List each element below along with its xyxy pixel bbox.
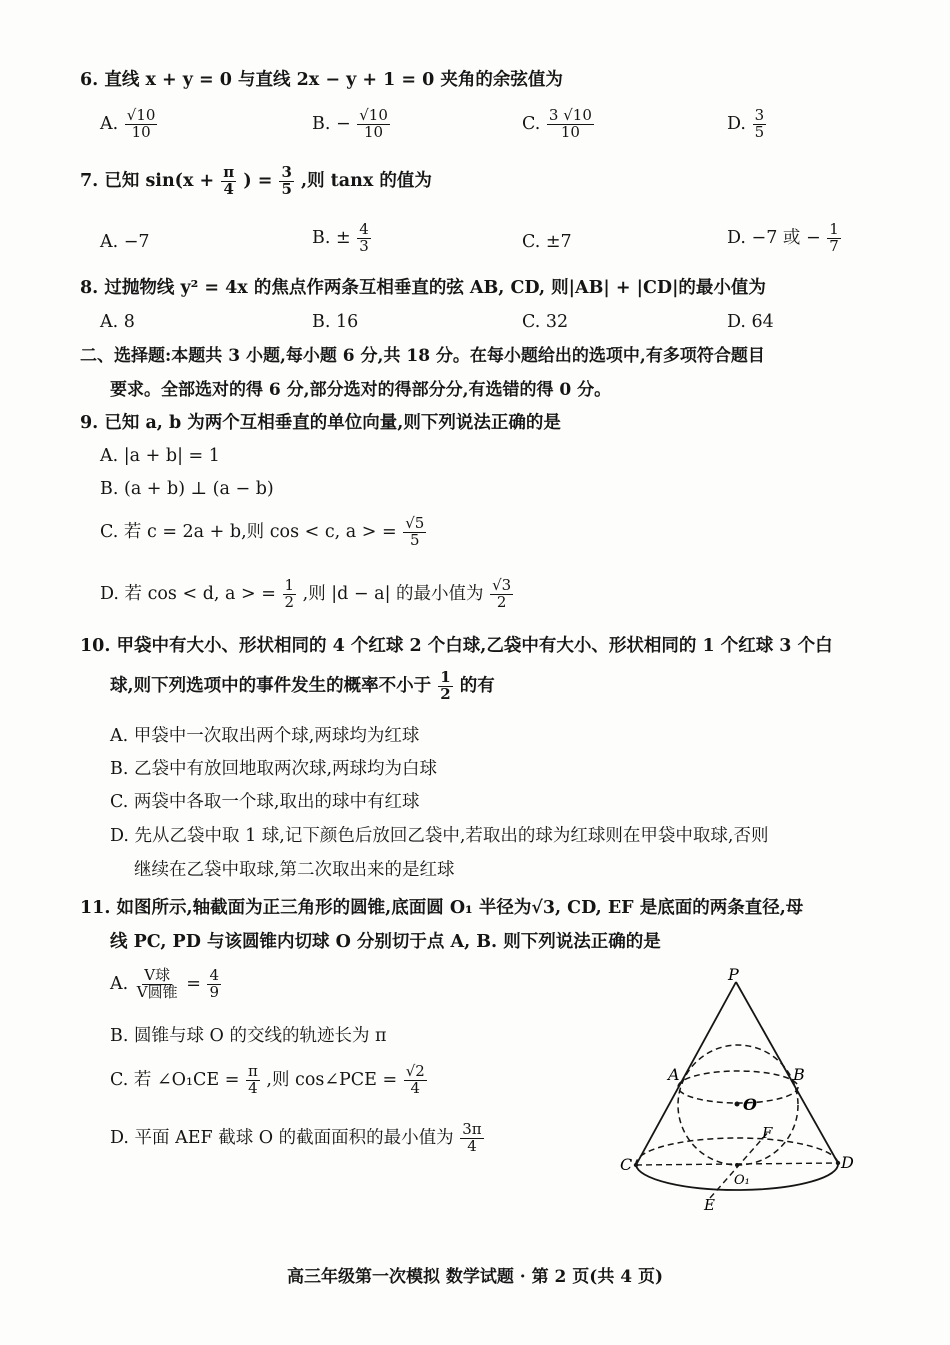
label-e: E xyxy=(704,1196,715,1214)
section2-instructions: 要求。全部选对的得 6 分,部分选对的得部分分,有选错的得 0 分。 xyxy=(110,380,612,400)
q10-option-d-line1: D. 先从乙袋中取 1 球,记下颜色后放回乙袋中,若取出的球为红球则在甲袋中取球,否则 xyxy=(110,826,769,846)
label-c: C xyxy=(620,1155,633,1174)
cone-sphere-figure xyxy=(610,960,870,1220)
q7-option-d: D. −7 或 − $\frac{1}{7}$ xyxy=(727,220,839,255)
q8-option-b: B. 16 xyxy=(312,312,359,332)
base-ellipse-back xyxy=(636,1138,838,1165)
q9-option-b: B. (a + b) ⊥ (a − b) xyxy=(100,479,274,499)
q9-stem: 9. 已知 a, b 为两个互相垂直的单位向量,则下列说法正确的是 xyxy=(80,413,561,433)
q10-stem-line1: 10. 甲袋中有大小、形状相同的 4 个红球 2 个白球,乙袋中有大小、形状相同的 1 个红球 3 个白 xyxy=(80,636,833,656)
q11-option-b: B. 圆锥与球 O 的交线的轨迹长为 π xyxy=(110,1026,387,1046)
label-d: D xyxy=(841,1153,854,1172)
label-b: B xyxy=(793,1065,805,1084)
q10-option-b: B. 乙袋中有放回地取两次球,两球均为白球 xyxy=(110,759,438,779)
section2-heading: 二、选择题:本题共 3 小题,每小题 6 分,共 18 分。在每小题给出的选项中,有多项符合题目 xyxy=(80,346,765,366)
q8-option-a: A. 8 xyxy=(100,312,135,332)
q6-option-b: B. − $\frac{√10}{10}$ xyxy=(312,106,388,141)
q10-option-a: A. 甲袋中一次取出两个球,两球均为红球 xyxy=(110,726,420,746)
q11-stem-line2: 线 PC, PD 与该圆锥内切球 O 分别切于点 A, B. 则下列说法正确的是 xyxy=(110,932,661,952)
q9-option-d: D. 若 cos < d, a > = $\frac{1}{2}$ ,则 |d − a| 的最小值为 $\frac{√3}{2}$ xyxy=(100,576,512,611)
q7-option-b: B. ± $\frac{4}{3}$ xyxy=(312,220,369,255)
q9-option-a: A. |a + b| = 1 xyxy=(100,446,220,466)
q11-option-a: A. $\frac{\text{V球}}{\text{V圆锥}}$ = $\frac{4}{9}$ xyxy=(110,966,219,1001)
center-o1-dot xyxy=(735,1163,739,1167)
q10-stem-line2: 球,则下列选项中的事件发生的概率不小于 $\frac{1}{2}$ 的有 xyxy=(110,668,495,703)
q6-option-d: D. $\frac{3}{5}$ xyxy=(727,106,765,141)
page-footer: 高三年级第一次模拟 数学试题 · 第 2 页(共 4 页) xyxy=(286,1267,664,1287)
q11-option-c: C. 若 ∠O₁CE = $\frac{\pi}{4}$ ,则 cos∠PCE = $\frac{√2}{4}$ xyxy=(110,1062,425,1097)
label-o: O xyxy=(743,1095,757,1114)
label-o1: O₁ xyxy=(734,1173,750,1188)
q8-option-d: D. 64 xyxy=(727,312,774,332)
label-p: P xyxy=(728,965,739,984)
q11-option-d: D. 平面 AEF 截球 O 的截面面积的最小值为 $\frac{3\pi}{4}$ xyxy=(110,1120,482,1155)
q8-stem: 8. 过抛物线 y² = 4x 的焦点作两条互相垂直的弦 AB, CD, 则|AB| + |CD|的最小值为 xyxy=(80,278,766,298)
q9-option-c: C. 若 c = 2a + b,则 cos < c, a > = $\frac{√5}{5}$ xyxy=(100,514,425,549)
q8-option-c: C. 32 xyxy=(522,312,569,332)
q6-option-c: C. $\frac{3 √10}{10}$ xyxy=(522,106,592,141)
point-d-dot xyxy=(836,1161,840,1165)
center-o-dot xyxy=(735,1102,740,1107)
q7-stem: 7. 已知 sin(x + $\frac{\pi}{4}$ ) = $\frac{3}{5}$ ,则 tanx 的值为 xyxy=(80,163,432,198)
q11-stem-line1: 11. 如图所示,轴截面为正三角形的圆锥,底面圆 O₁ 半径为√3, CD, EF 是底面的两条直径,母 xyxy=(80,898,804,918)
q10-option-d-line2: 继续在乙袋中取球,第二次取出来的是红球 xyxy=(134,860,455,880)
label-a: A xyxy=(668,1065,680,1084)
q10-option-c: C. 两袋中各取一个球,取出的球中有红球 xyxy=(110,792,420,812)
generatrix-pc xyxy=(636,982,736,1165)
q6-stem: 6. 直线 x + y = 0 与直线 2x − y + 1 = 0 夹角的余弦值为 xyxy=(80,70,563,90)
label-f: F xyxy=(762,1124,773,1142)
q6-option-a: A. $\frac{√10}{10}$ xyxy=(100,106,156,141)
q7-option-c: C. ±7 xyxy=(522,232,572,252)
point-c-dot xyxy=(634,1163,638,1167)
tangent-circle xyxy=(678,1071,798,1103)
generatrix-pd xyxy=(736,982,838,1163)
q7-option-a: A. −7 xyxy=(100,232,150,252)
